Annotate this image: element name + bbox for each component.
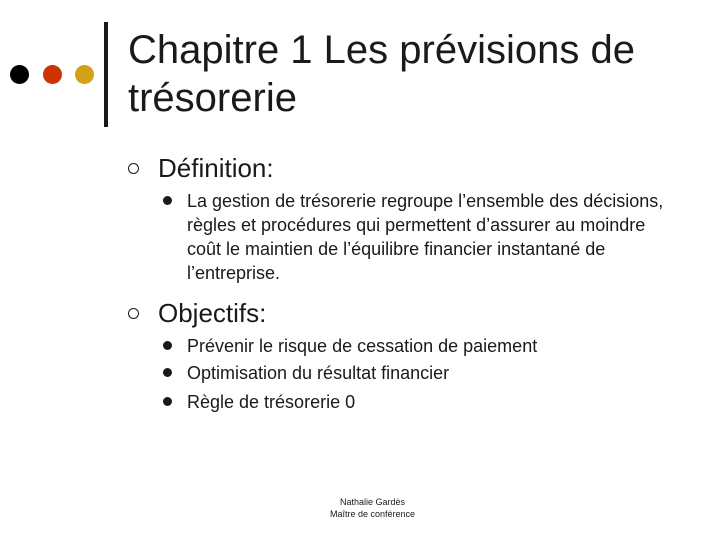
- objectif-text: Optimisation du résultat financier: [187, 363, 450, 383]
- hollow-circle-bullet-icon: [128, 163, 139, 174]
- red-dot-icon: [43, 65, 62, 84]
- decorative-dots: [10, 65, 96, 85]
- title-divider: [104, 22, 108, 127]
- filled-circle-bullet-icon: [163, 368, 172, 377]
- footer-role: Maître de conférence: [329, 509, 416, 519]
- slide-footer: [0, 496, 720, 520]
- filled-circle-bullet-icon: [163, 397, 172, 406]
- definition-heading: Définition:: [158, 153, 274, 183]
- hollow-circle-bullet-icon: [128, 308, 139, 319]
- objectif-text: Règle de trésorerie 0: [187, 392, 356, 412]
- footer-author: Nathalie Gardès: [339, 497, 406, 507]
- filled-circle-bullet-icon: [163, 341, 172, 350]
- objectifs-heading: Objectifs:: [158, 298, 267, 328]
- slide-title: Chapitre 1 Les prévisions de trésorerie: [128, 28, 635, 120]
- definition-text: La gestion de trésorerie regroupe l’ensemble des décisions, règles et procédures qui permettent d’assurer au moindre coût le maintien de l’équilibre financier instantané de l’entreprise.: [187, 191, 664, 283]
- gold-dot-icon: [75, 65, 94, 84]
- filled-circle-bullet-icon: [163, 196, 172, 205]
- objectif-text: Prévenir le risque de cessation de paiement: [187, 336, 538, 356]
- black-dot-icon: [10, 65, 29, 84]
